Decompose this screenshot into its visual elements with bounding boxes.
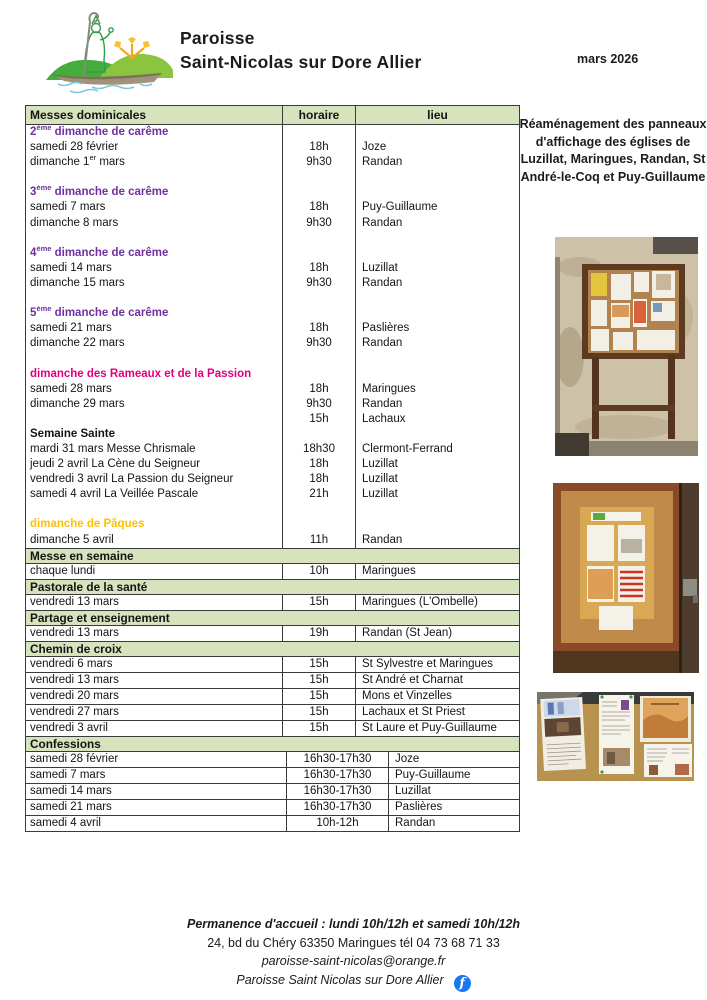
event-time: 15h: [283, 412, 356, 427]
event-label: dimanche 5 avril: [26, 533, 283, 548]
event-time: 15h: [283, 595, 356, 610]
event-time: 15h: [283, 689, 356, 704]
event-label: samedi 14 mars: [26, 784, 287, 799]
schedule-line: [26, 261, 519, 276]
event-time: 18h: [283, 261, 356, 276]
schedule-line: [26, 140, 519, 155]
event-label: dimanche 8 mars: [26, 216, 283, 231]
event-time: 15h: [283, 673, 356, 688]
table-row: [26, 563, 519, 579]
event-label: dimanche 15 mars: [26, 276, 283, 291]
table-row: [26, 672, 519, 688]
event-time: 16h30-17h30: [287, 768, 389, 783]
event-place: [356, 125, 519, 140]
event-place: Puy-Guillaume: [395, 768, 471, 781]
table-header-row: [26, 106, 519, 125]
event-place: Luzillat: [362, 473, 398, 486]
column-header-horaire: horaire: [283, 106, 356, 124]
event-place: Randan: [362, 337, 403, 350]
schedule-line: [26, 427, 519, 442]
footer-address: 24, bd du Chéry 63350 Maringues tél 04 73 68 71 33: [207, 935, 500, 950]
event-time: [283, 351, 356, 366]
section-header: Chemin de croix: [26, 641, 519, 656]
event-place: [356, 367, 519, 382]
event-label: 5ème dimanche de carême: [26, 306, 283, 321]
event-time: 16h30-17h30: [287, 752, 389, 767]
event-time: 15h: [283, 705, 356, 720]
event-label: dimanche des Rameaux et de la Passion: [26, 367, 283, 382]
section-header: Messe en semaine: [26, 548, 519, 563]
event-time: 9h30: [283, 336, 356, 351]
event-place: [356, 517, 519, 532]
event-place: [356, 185, 519, 200]
event-place: [356, 306, 519, 321]
table-row: [26, 688, 519, 704]
event-place: Clermont-Ferrand: [362, 442, 453, 455]
event-time: 15h: [283, 721, 356, 736]
event-label: samedi 21 mars: [26, 321, 283, 336]
event-place: Joze: [362, 141, 387, 154]
photo-notice-board-door: [553, 483, 699, 673]
event-place: Maringues (L'Ombelle): [362, 595, 478, 608]
schedule-line: [26, 412, 519, 427]
event-label: samedi 4 avril La Veillée Pascale: [26, 487, 283, 502]
event-label: dimanche 22 mars: [26, 336, 283, 351]
event-time: 18h30: [283, 442, 356, 457]
parish-title-line1: Paroisse: [180, 28, 255, 48]
event-place: Randan: [362, 397, 403, 410]
event-place: Paslières: [362, 322, 410, 335]
schedule-line: [26, 472, 519, 487]
event-label: samedi 28 février: [26, 140, 283, 155]
right-desert-poster: [640, 696, 691, 742]
event-place: Lachaux et St Priest: [362, 705, 465, 718]
event-time: [283, 125, 356, 140]
event-label: samedi 14 mars: [26, 261, 283, 276]
event-time: [283, 170, 356, 185]
table-row: [26, 594, 519, 610]
photo-notice-board-stone-wall: [555, 237, 698, 456]
schedule-line: [26, 155, 519, 170]
event-time: 18h: [283, 457, 356, 472]
event-label: [26, 231, 283, 246]
parish-logo: [44, 8, 176, 96]
event-place: Randan: [362, 276, 403, 289]
event-label: dimanche 1er mars: [26, 155, 283, 170]
right-bottom-leaflet: [644, 744, 692, 777]
event-time: 18h: [283, 140, 356, 155]
parish-title-line2: Saint-Nicolas sur Dore Allier: [180, 51, 422, 72]
schedule-line: [26, 351, 519, 366]
event-place: Mons et Vinzelles: [362, 689, 452, 702]
table-row: [26, 704, 519, 720]
schedule-line: [26, 397, 519, 412]
event-place: [356, 170, 519, 185]
event-place: Maringues: [362, 382, 416, 395]
event-place: [356, 231, 519, 246]
schedule-line: [26, 442, 519, 457]
footer-facebook-line: [0, 971, 707, 992]
event-label: samedi 28 mars: [26, 382, 283, 397]
schedule-line: [26, 502, 519, 517]
column-header-lieu: lieu: [427, 108, 448, 122]
center-leaflet: [599, 695, 634, 774]
event-place: St Laure et Puy-Guillaume: [362, 721, 497, 734]
event-label: vendredi 20 mars: [26, 689, 283, 704]
event-place: Lachaux: [362, 412, 406, 425]
announcement-text: Réaménagement des panneaux d'affichage des églises de Luzillat, Maringues, Randan, St André-le-Coq et Puy-Guillaume: [519, 117, 707, 184]
event-label: 4ème dimanche de carême: [26, 246, 283, 261]
event-time: [283, 427, 356, 442]
door-edge: [679, 483, 699, 673]
event-time: 19h: [283, 626, 356, 641]
event-place: Randan: [362, 216, 403, 229]
event-place: St Sylvestre et Maringues: [362, 657, 494, 670]
event-time: 10h-12h: [287, 816, 389, 831]
event-place: [356, 502, 519, 517]
event-label: vendredi 6 mars: [26, 657, 283, 672]
schedule-line: [26, 367, 519, 382]
event-time: 21h: [283, 487, 356, 502]
parish-title: [180, 27, 421, 74]
event-label: Semaine Sainte: [26, 427, 283, 442]
schedule-line: [26, 336, 519, 351]
event-label: [26, 170, 283, 185]
event-label: vendredi 3 avril La Passion du Seigneur: [26, 472, 283, 487]
schedule-line: [26, 487, 519, 502]
event-time: 9h30: [283, 216, 356, 231]
event-time: [283, 502, 356, 517]
footer-permanence: Permanence d'accueil : lundi 10h/12h et samedi 10h/12h: [187, 917, 520, 931]
event-time: 9h30: [283, 155, 356, 170]
event-time: 16h30-17h30: [287, 784, 389, 799]
schedule-line: [26, 231, 519, 246]
event-time: 10h: [283, 564, 356, 579]
messes-dominicales-section: [26, 125, 519, 548]
event-label: chaque lundi: [26, 564, 283, 579]
schedule-line: [26, 185, 519, 200]
event-label: vendredi 13 mars: [26, 673, 283, 688]
footer: [0, 915, 707, 992]
event-place: Maringues: [362, 564, 416, 577]
table-row: [26, 815, 519, 831]
event-label: [26, 351, 283, 366]
event-label: 2ème dimanche de carême: [26, 125, 283, 140]
event-label: samedi 28 février: [26, 752, 287, 767]
event-place: [356, 427, 519, 442]
event-label: vendredi 13 mars: [26, 626, 283, 641]
event-place: Puy-Guillaume: [362, 201, 438, 214]
schedule-line: [26, 125, 519, 140]
event-label: vendredi 3 avril: [26, 721, 283, 736]
table-row: [26, 625, 519, 641]
schedule-line: [26, 321, 519, 336]
section-header: Partage et enseignement: [26, 610, 519, 625]
event-label: [26, 502, 283, 517]
column-header-messes: Messes dominicales: [26, 106, 283, 124]
event-label: samedi 7 mars: [26, 768, 287, 783]
table-row: [26, 783, 519, 799]
schedule-line: [26, 291, 519, 306]
event-time: 18h: [283, 472, 356, 487]
table-row: [26, 656, 519, 672]
event-label: vendredi 13 mars: [26, 595, 283, 610]
event-time: 9h30: [283, 276, 356, 291]
event-time: [283, 246, 356, 261]
event-label: [26, 291, 283, 306]
event-place: Paslières: [395, 800, 443, 813]
weekday-sections: [26, 548, 519, 831]
event-place: Randan: [395, 816, 436, 829]
event-label: dimanche 29 mars: [26, 397, 283, 412]
event-place: [356, 246, 519, 261]
event-time: [283, 306, 356, 321]
event-place: St André et Charnat: [362, 673, 464, 686]
schedule-line: [26, 200, 519, 215]
event-label: [26, 412, 283, 427]
facebook-page-name: Paroisse Saint Nicolas sur Dore Allier: [236, 972, 444, 987]
event-label: 3ème dimanche de carême: [26, 185, 283, 200]
left-poster: [540, 697, 586, 771]
event-label: mardi 31 mars Messe Chrismale: [26, 442, 283, 457]
event-label: dimanche de Pâques: [26, 517, 283, 532]
section-header: Confessions: [26, 736, 519, 751]
event-time: 16h30-17h30: [287, 800, 389, 815]
event-time: [283, 231, 356, 246]
table-row: [26, 799, 519, 815]
event-place: [356, 351, 519, 366]
event-label: vendredi 27 mars: [26, 705, 283, 720]
event-place: Randan: [362, 156, 403, 169]
mass-schedule-table: [25, 105, 520, 832]
event-place: Luzillat: [395, 784, 431, 797]
event-time: 11h: [283, 533, 356, 548]
event-time: 9h30: [283, 397, 356, 412]
event-place: Luzillat: [362, 488, 398, 501]
footer-email: paroisse-saint-nicolas@orange.fr: [261, 954, 446, 968]
table-row: [26, 720, 519, 736]
event-time: 18h: [283, 200, 356, 215]
schedule-line: [26, 517, 519, 532]
event-place: Randan: [362, 533, 403, 546]
schedule-line: [26, 246, 519, 261]
event-label: samedi 21 mars: [26, 800, 287, 815]
event-time: 15h: [283, 657, 356, 672]
schedule-line: [26, 170, 519, 185]
schedule-line: [26, 276, 519, 291]
event-time: 18h: [283, 321, 356, 336]
event-place: Luzillat: [362, 458, 398, 471]
schedule-line: [26, 306, 519, 321]
event-place: Randan (St Jean): [362, 626, 453, 639]
table-row: [26, 751, 519, 767]
event-place: Luzillat: [362, 261, 398, 274]
event-label: samedi 4 avril: [26, 816, 287, 831]
issue-date: mars 2026: [577, 52, 639, 66]
facebook-icon[interactable]: f: [454, 975, 471, 992]
event-label: jeudi 2 avril La Cène du Seigneur: [26, 457, 283, 472]
table-row: [26, 767, 519, 783]
event-time: [283, 185, 356, 200]
event-label: samedi 7 mars: [26, 200, 283, 215]
schedule-line: [26, 533, 519, 548]
schedule-line: [26, 457, 519, 472]
event-place: [356, 291, 519, 306]
event-time: 18h: [283, 382, 356, 397]
event-place: Joze: [395, 752, 420, 765]
event-time: [283, 367, 356, 382]
schedule-line: [26, 216, 519, 231]
schedule-line: [26, 382, 519, 397]
photo-notice-board-closeup: [537, 692, 694, 781]
event-time: [283, 291, 356, 306]
event-time: [283, 517, 356, 532]
section-header: Pastorale de la santé: [26, 579, 519, 594]
